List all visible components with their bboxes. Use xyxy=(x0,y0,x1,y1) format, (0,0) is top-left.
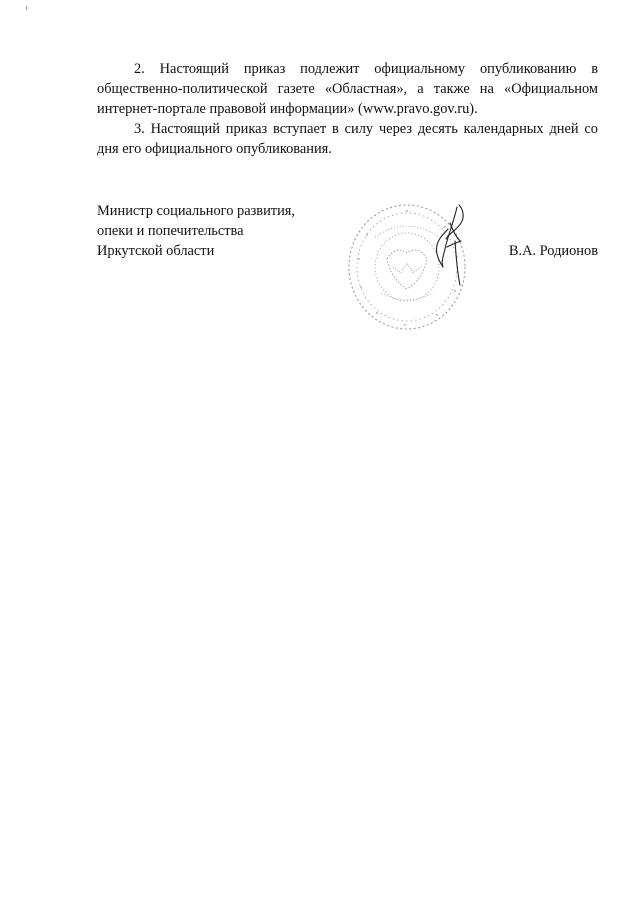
paragraph-publication: 2. Настоящий приказ подлежит официальному опубликованию в общественно-политической газете «Областная», а также на «Официальном интернет-портале правовой информации» (www.pravo.gov.ru). xyxy=(97,61,598,117)
signer-position-line: опеки и попечительства xyxy=(97,223,244,239)
signer-position xyxy=(97,201,337,261)
signer-name: В.А. Родионов xyxy=(508,243,598,259)
signer-position-line: Министр социального развития, xyxy=(97,203,295,219)
signer-position-line: Иркутской области xyxy=(97,243,215,259)
document-body xyxy=(97,59,598,159)
official-seal-icon xyxy=(345,197,477,335)
handwritten-signature-icon xyxy=(436,205,463,285)
scan-artifact-mark xyxy=(26,6,27,10)
signature-block xyxy=(97,201,598,341)
paragraph-effective-date: 3. Настоящий приказ вступает в силу через десять календарных дней со дня его официального опубликования. xyxy=(97,121,598,157)
